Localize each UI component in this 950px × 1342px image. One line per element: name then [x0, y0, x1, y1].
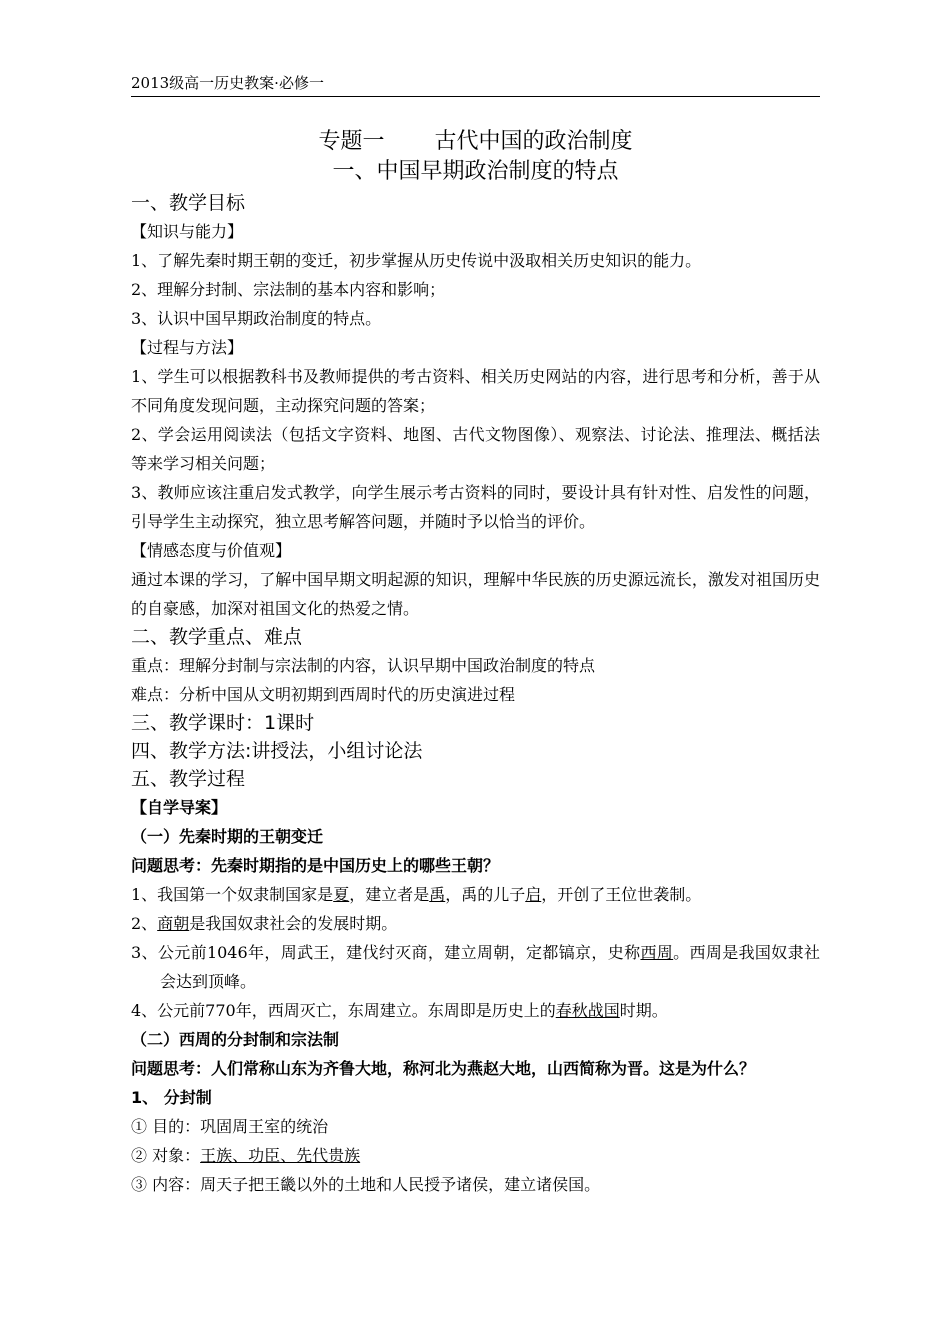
self-study-label: 【自学导案】 [131, 798, 228, 817]
fengjian-purpose: ① 目的：巩固周王室的统治 [131, 1117, 329, 1136]
section-heading-goals: 一、教学目标 [131, 192, 246, 214]
focus-key: 重点：理解分封制与宗法制的内容，认识早期中国政治制度的特点 [131, 656, 596, 675]
text: 3、公元前1046年，周武王，建伐纣灭商，建立周朝，定都镐京，史称 [131, 943, 641, 962]
topic-name: 古代中国的政治制度 [434, 129, 633, 154]
answer-shang: 商朝 [157, 914, 190, 933]
text: 。西周是我国奴隶社会达到顶峰。 [160, 943, 820, 991]
section-heading-hours: 三、教学课时：1课时 [131, 712, 315, 734]
focus-hard: 难点：分析中国从文明初期到西周时代的历史演进过程 [131, 685, 516, 704]
part1-title: （一）先秦时期的王朝变迁 [131, 827, 324, 846]
dynasty-line-1 [131, 880, 820, 909]
text: 2、 [131, 914, 158, 933]
process-item-1: 1、学生可以根据教科书及教师提供的考古资料、相关历史网站的内容，进行思考和分析，善于从不同角度发现问题，主动探究问题的答案； [131, 367, 820, 415]
text: 4、公元前770年，西周灭亡，东周建立。东周即是历史上的 [131, 1001, 556, 1020]
answer-spring-autumn: 春秋战国 [555, 1001, 620, 1020]
section-heading-focus: 二、教学重点、难点 [131, 626, 303, 648]
topic-title [131, 127, 820, 157]
text: ② 对象： [131, 1146, 201, 1165]
lesson-title: 一、中国早期政治制度的特点 [332, 159, 619, 184]
text: ，建立者是 [349, 885, 430, 904]
answer-western-zhou: 西周 [640, 943, 674, 962]
knowledge-item-1: 1、了解先秦时期王朝的变迁，初步掌握从历史传说中汲取相关历史知识的能力。 [131, 251, 702, 270]
text: 1、我国第一个奴隶制国家是 [131, 885, 334, 904]
text: ，开创了王位世袭制。 [541, 885, 702, 904]
fengjian-content: ③ 内容：周天子把王畿以外的土地和人民授予诸侯，建立诸侯国。 [131, 1175, 601, 1194]
section-heading-methods: 四、教学方法:讲授法，小组讨论法 [131, 740, 423, 762]
part1-question: 问题思考：先秦时期指的是中国历史上的哪些王朝？ [131, 856, 500, 875]
part2-title: （二）西周的分封制和宗法制 [131, 1030, 340, 1049]
knowledge-item-3: 3、认识中国早期政治制度的特点。 [131, 309, 382, 328]
answer-yu: 禹 [429, 885, 446, 904]
page-header: 2013级高一历史教案·必修一 [131, 72, 820, 97]
topic-number: 专题一 [318, 129, 385, 154]
text: ，禹的儿子 [445, 885, 526, 904]
fengjian-heading: 1、 分封制 [131, 1088, 212, 1107]
process-item-3: 3、教师应该注重启发式教学，向学生展示考古资料的同时，要设计具有针对性、启发性的问题，引导学生主动探究，独立思考解答问题，并随时予以恰当的评价。 [131, 483, 820, 531]
label-knowledge: 【知识与能力】 [131, 222, 244, 241]
answer-qi: 启 [525, 885, 542, 904]
label-emotion: 【情感态度与价值观】 [131, 541, 292, 560]
section-heading-process: 五、教学过程 [131, 768, 246, 790]
part2-question: 问题思考：人们常称山东为齐鲁大地，称河北为燕赵大地，山西简称为晋。这是为什么？ [131, 1059, 756, 1078]
dynasty-line-2 [131, 909, 820, 938]
dynasty-line-3 [131, 938, 820, 996]
document-page [131, 72, 820, 1199]
answer-xia: 夏 [333, 885, 350, 904]
label-process: 【过程与方法】 [131, 338, 244, 357]
answer-target: 王族、功臣、先代贵族 [200, 1146, 361, 1165]
text: 时期。 [619, 1001, 668, 1020]
text: 是我国奴隶社会的发展时期。 [189, 914, 398, 933]
process-item-2: 2、学会运用阅读法（包括文字资料、地图、古代文物图像）、观察法、讨论法、推理法、概括法等来学习相关问题； [131, 425, 820, 473]
fengjian-target [131, 1141, 820, 1170]
knowledge-item-2: 2、理解分封制、宗法制的基本内容和影响； [131, 280, 446, 299]
dynasty-line-4 [131, 996, 820, 1025]
emotion-item: 通过本课的学习，了解中国早期文明起源的知识，理解中华民族的历史源远流长，激发对祖国历史的自豪感，加深对祖国文化的热爱之情。 [131, 570, 820, 618]
